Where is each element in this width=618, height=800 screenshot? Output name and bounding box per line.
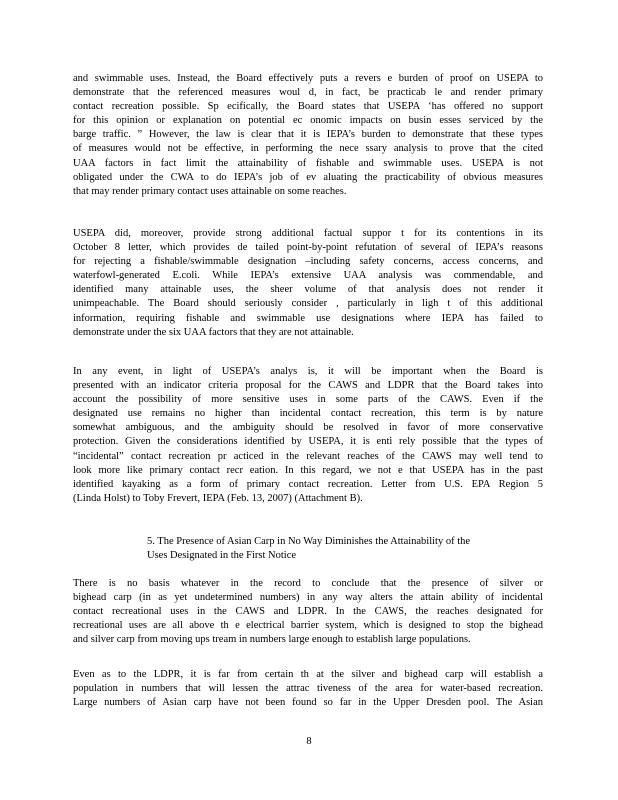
text-line: designated use remains no higher than incidental contact recreation, this term is by nature bbox=[73, 408, 543, 420]
text-line: (Linda Holst) to Toby Frevert, IEPA (Feb. 13, 2007) (Attachment B). bbox=[73, 492, 363, 504]
text-line: contact recreational uses in the CAWS and LDPR. In the CAWS, the reaches designated for bbox=[73, 606, 543, 618]
text-line: for this opinion or explanation on potential ec onomic impacts on busin esses serviced by the bbox=[73, 115, 543, 127]
text-line: account the possibility of more sensitive uses in some parts of the CAWS. Even if the bbox=[73, 394, 543, 406]
text-line: that may render primary contact uses attainable on some reaches. bbox=[73, 185, 347, 197]
text-line: In any event, in light of USEPA’s analys is, it will be important when the Board is bbox=[73, 366, 543, 377]
text-line: waterfowl-generated E.coli. While IEPA’s extensive UAA analysis was commendable, and bbox=[73, 270, 543, 282]
text-line: identified kayaking as a form of primary contact recreation. Letter from U.S. EPA Region 5 bbox=[73, 478, 543, 490]
heading-line: 5. The Presence of Asian Carp in No Way Diminishes the Attainability of the bbox=[147, 536, 471, 547]
paragraph-1 bbox=[73, 72, 543, 199]
page-number: 8 bbox=[306, 736, 312, 747]
text-line: look more like primary contact recr eation. In this regard, we not e that USEPA has in the past bbox=[73, 464, 543, 476]
paragraph-2 bbox=[73, 227, 543, 340]
text-line: somewhat ambiguous, and the ambiguity should be resolved in favor of more conservative bbox=[73, 422, 543, 434]
text-line: contact recreation possible. Sp ecifically, the Board states that USEPA ‘has offered no support bbox=[73, 101, 543, 113]
text-line: and silver carp from moving ups tream in numbers large enough to establish large populations. bbox=[73, 634, 471, 646]
text-line: identified many attainable uses, the sheer volume of that analysis does not render it bbox=[73, 284, 543, 296]
heading-line: Uses Designated in the First Notice bbox=[147, 550, 297, 562]
section-heading bbox=[147, 535, 547, 563]
text-line: bighead carp (in as yet undetermined numbers) in any way alters the attain ability of incidental bbox=[73, 592, 543, 604]
text-line: obligated under the CWA to do IEPA’s job of ev aluating the practicability of obvious measures bbox=[73, 171, 543, 183]
text-line: unimpeachable. The Board should seriously consider , particularly in ligh t of this additional bbox=[73, 298, 543, 310]
text-line: of measures would not be effective, in performing the nece ssary analysis to prove that the cited bbox=[73, 143, 543, 155]
text-line: protection. Given the considerations identified by USEPA, it is enti rely possible that the types of bbox=[73, 436, 543, 448]
text-line: There is no basis whatever in the record to conclude that the presence of silver or bbox=[73, 578, 543, 589]
paragraph-4 bbox=[73, 577, 543, 647]
text-line: barge traffic. ” However, the law is clear that it is IEPA’s burden to demonstrate that these types bbox=[73, 129, 543, 141]
text-line: Large numbers of Asian carp have not been found so far in the Upper Dresden pool. The Asian bbox=[73, 697, 543, 709]
text-line: information, requiring fishable and swimmable use designations where IEPA has failed to bbox=[73, 312, 543, 324]
text-line: presented with an indicator criteria proposal for the CAWS and LDPR that the Board takes into bbox=[73, 380, 543, 392]
text-line: Even as to the LDPR, it is far from certain th at the silver and bighead carp will establish a bbox=[73, 669, 543, 680]
text-line: USEPA did, moreover, provide strong additional factual suppor t for its contentions in its bbox=[73, 228, 543, 239]
text-line: “incidental” contact recreation pr acticed in the relevant reaches of the CAWS may well tend to bbox=[73, 450, 543, 462]
text-line: UAA factors in fact limit the attainability of fishable and swimmable uses. USEPA is not bbox=[73, 157, 543, 169]
paragraph-5 bbox=[73, 668, 543, 710]
text-line: demonstrate that the referenced measures woul d, in fact, be practicab le and render primary bbox=[73, 87, 543, 99]
text-line: October 8 letter, which provides de tailed point-by-point refutation of several of IEPA’s reasons bbox=[73, 242, 543, 254]
paragraph-3 bbox=[73, 365, 543, 506]
text-line: demonstrate under the six UAA factors that they are not attainable. bbox=[73, 326, 354, 338]
text-line: population in numbers that will lessen the attrac tiveness of the area for water-based recreation. bbox=[73, 683, 543, 695]
text-line: and swimmable uses. Instead, the Board effectively puts a revers e burden of proof on USEPA to bbox=[73, 73, 543, 84]
text-line: recreational uses are all above th e electrical barrier system, which is designed to stop the bighead bbox=[73, 620, 543, 632]
text-line: for rejecting a fishable/swimmable designation –including safety concerns, access concerns, and bbox=[73, 256, 543, 268]
